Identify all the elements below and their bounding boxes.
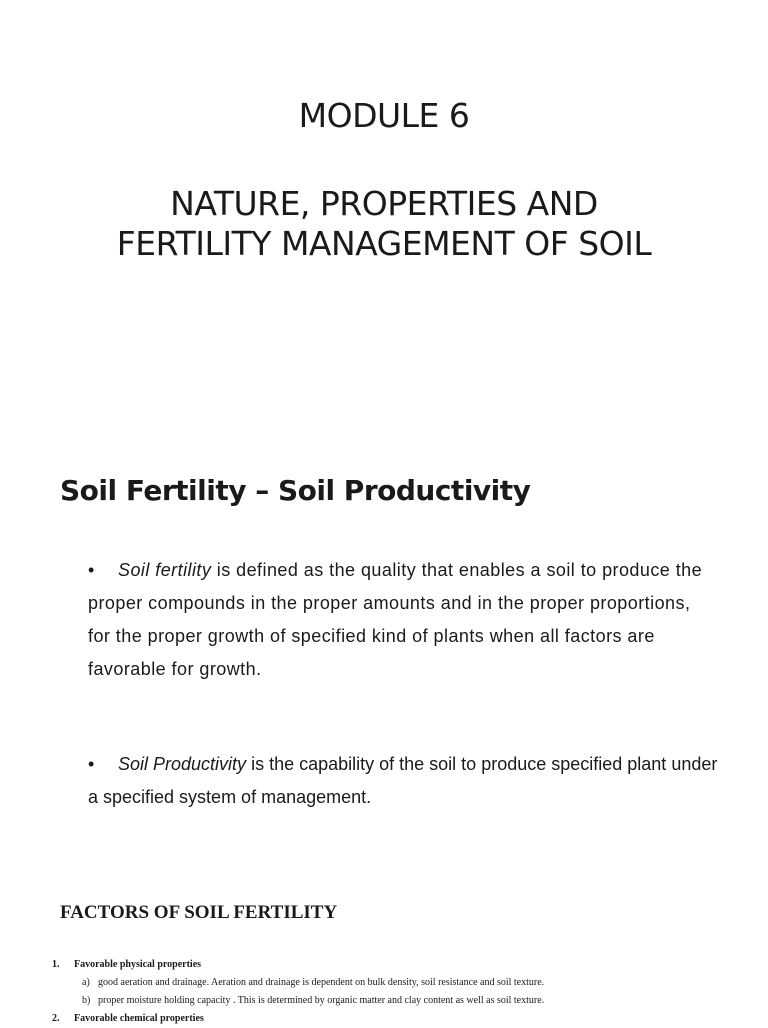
factor-sub-item	[52, 992, 752, 1010]
bullet-text: is defined as the quality that enables a soil to produce the proper compounds in the proper amounts and in the proper proportions, for the proper growth of specified kind of plants when all factors are favorable for growth.	[88, 560, 703, 679]
factor-item	[52, 956, 752, 974]
factor-sub-item	[52, 974, 752, 992]
section-heading: Soil Fertility – Soil Productivity	[60, 474, 531, 507]
module-title-line-2: FERTILITY MANAGEMENT OF SOIL	[116, 224, 652, 263]
sub-item-text: proper moisture holding capacity . This is determined by organic matter and clay content as well as soil texture.	[98, 995, 545, 1006]
bullet-mark: •	[88, 560, 95, 580]
bullet-text: is the capability of the soil to produce specified plant under a specified system of management.	[88, 754, 718, 807]
sub-item-letter: a)	[82, 977, 90, 988]
factor-number: 2.	[52, 1013, 60, 1024]
bullet-mark: •	[88, 754, 95, 774]
factors-list	[52, 956, 752, 1028]
factor-item	[52, 1010, 752, 1028]
sub-item-letter: b)	[82, 995, 91, 1006]
bullet-term: Soil fertility	[118, 560, 212, 580]
module-title-line-1: NATURE, PROPERTIES AND	[170, 184, 598, 223]
sub-item-text: good aeration and drainage. Aeration and drainage is dependent on bulk density, soil resistance and soil texture.	[98, 977, 545, 988]
factors-heading: FACTORS OF SOIL FERTILITY	[60, 902, 338, 923]
module-title	[0, 184, 768, 264]
bullet-soil-fertility	[88, 554, 718, 686]
module-number: MODULE 6	[298, 96, 470, 135]
factor-number: 1.	[52, 959, 60, 970]
title-block	[0, 96, 768, 264]
factor-title: Favorable chemical properties	[74, 1013, 204, 1024]
bullet-soil-productivity	[88, 748, 718, 814]
factor-title: Favorable physical properties	[74, 959, 202, 970]
bullet-term: Soil Productivity	[118, 754, 247, 774]
